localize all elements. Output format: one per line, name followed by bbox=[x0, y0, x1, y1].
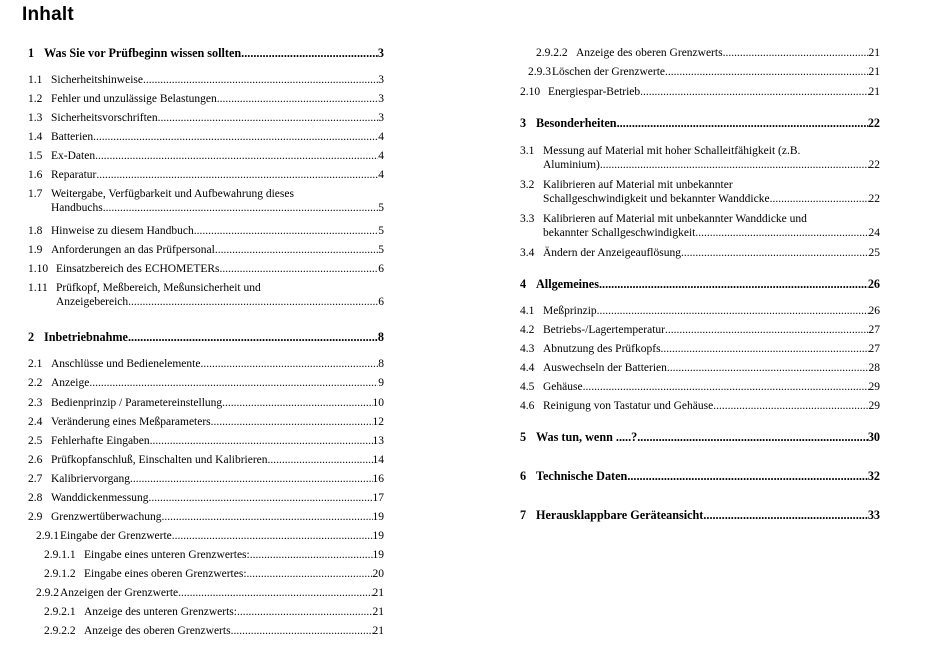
toc-entry-number: 4.2 bbox=[520, 324, 535, 336]
leader-dots bbox=[667, 361, 869, 375]
leader-dots bbox=[96, 168, 378, 182]
toc-entry[interactable] bbox=[520, 399, 880, 413]
toc-entry-number: 1.8 bbox=[28, 225, 43, 237]
toc-entry-number: 2.8 bbox=[28, 492, 43, 504]
toc-entry-page: 22 bbox=[867, 116, 880, 130]
toc-entry-page: 21 bbox=[868, 47, 880, 59]
toc-entry-number: 2.9.2 bbox=[36, 587, 59, 599]
leader-dots bbox=[220, 262, 379, 276]
toc-entry[interactable] bbox=[28, 281, 384, 309]
toc-entry-title-continued: Handbuchs bbox=[51, 202, 103, 214]
toc-entry-page: 29 bbox=[868, 381, 880, 393]
toc-entry-page: 32 bbox=[867, 469, 880, 483]
toc-entry-title: Betriebs-/Lagertemperatur bbox=[543, 324, 665, 336]
toc-entry[interactable] bbox=[28, 149, 384, 163]
leader-dots bbox=[158, 111, 379, 125]
toc-entry-title: Reinigung von Tastatur und Gehäuse bbox=[543, 400, 714, 412]
toc-entry-number: 2.9.2.2 bbox=[536, 47, 568, 59]
leader-dots bbox=[268, 453, 373, 467]
toc-entry[interactable] bbox=[520, 508, 880, 522]
toc-entry-number: 2.9.1 bbox=[36, 530, 59, 542]
leader-dots bbox=[93, 130, 378, 144]
toc-entry-page: 27 bbox=[868, 324, 880, 336]
toc-entry-number: 2.9.2.2 bbox=[44, 625, 76, 637]
toc-entry-number: 1.1 bbox=[28, 74, 43, 86]
toc-entry[interactable] bbox=[536, 46, 880, 60]
leader-dots bbox=[237, 605, 373, 619]
toc-entry[interactable] bbox=[44, 548, 384, 562]
toc-entry[interactable] bbox=[520, 361, 880, 375]
toc-entry-title: Sicherheitsvorschriften bbox=[51, 112, 158, 124]
leader-dots bbox=[178, 586, 372, 600]
toc-entry-number: 1.4 bbox=[28, 131, 43, 143]
toc-entry-title: Technische Daten bbox=[536, 469, 628, 483]
toc-entry-page: 5 bbox=[378, 225, 384, 237]
toc-entry-page: 4 bbox=[378, 169, 384, 181]
toc-entry-page: 21 bbox=[868, 66, 880, 78]
leader-dots bbox=[128, 330, 378, 344]
leader-dots bbox=[161, 510, 372, 524]
toc-entry[interactable] bbox=[28, 168, 384, 182]
toc-entry-number: 2.4 bbox=[28, 416, 43, 428]
leader-dots bbox=[211, 415, 373, 429]
toc-entry[interactable] bbox=[520, 116, 880, 130]
toc-entry-number: 1.2 bbox=[28, 93, 43, 105]
toc-entry[interactable] bbox=[28, 92, 384, 106]
toc-entry-page: 21 bbox=[372, 587, 384, 599]
toc-entry[interactable] bbox=[28, 357, 384, 371]
toc-entry[interactable] bbox=[28, 510, 384, 524]
toc-entry-title: Löschen der Grenzwerte bbox=[552, 66, 666, 78]
toc-entry-title-continued: bekannter Schallgeschwindigkeit bbox=[543, 227, 696, 239]
leader-dots bbox=[665, 323, 869, 337]
toc-entry-number: 1.10 bbox=[28, 263, 49, 275]
toc-entry-page: 10 bbox=[372, 397, 384, 409]
toc-entry-title: Kalibriervorgang bbox=[51, 473, 130, 485]
toc-entry-title: Grenzwertüberwachung bbox=[51, 511, 162, 523]
toc-entry-title: Abnutzung des Prüfkopfs bbox=[543, 343, 661, 355]
toc-entry[interactable] bbox=[28, 111, 384, 125]
toc-entry-title: Anzeige des unteren Grenzwerts: bbox=[84, 606, 237, 618]
toc-entry-page: 13 bbox=[372, 435, 384, 447]
toc-entry[interactable] bbox=[28, 187, 384, 215]
toc-entry[interactable] bbox=[28, 224, 384, 238]
toc-entry-title: Was Sie vor Prüfbeginn wissen sollten bbox=[44, 46, 242, 60]
leader-dots bbox=[695, 226, 868, 240]
toc-entry-title: Anzeige des oberen Grenzwerts bbox=[84, 625, 231, 637]
toc-entry-number: 2.6 bbox=[28, 454, 43, 466]
toc-entry[interactable] bbox=[44, 624, 384, 638]
leader-dots bbox=[130, 472, 373, 486]
leader-dots bbox=[617, 116, 868, 130]
toc-entry-page: 9 bbox=[378, 377, 384, 389]
toc-entry-number: 3 bbox=[520, 116, 527, 130]
page-title: Inhalt bbox=[22, 4, 74, 25]
leader-dots bbox=[681, 246, 869, 260]
toc-entry-number: 2 bbox=[28, 330, 35, 344]
toc-entry-title: Was tun, wenn .....? bbox=[536, 430, 638, 444]
toc-entry-page: 30 bbox=[867, 430, 880, 444]
toc-entry-page: 5 bbox=[378, 244, 384, 256]
toc-entry-title: Wanddickenmessung bbox=[51, 492, 149, 504]
leader-dots bbox=[703, 508, 867, 522]
toc-entry[interactable] bbox=[520, 342, 880, 356]
toc-entry-number: 3.4 bbox=[520, 247, 535, 259]
toc-entry-title: Gehäuse bbox=[543, 381, 583, 393]
leader-dots bbox=[723, 46, 869, 60]
leader-dots bbox=[247, 567, 373, 581]
leader-dots bbox=[103, 201, 379, 215]
toc-entry-number: 4.3 bbox=[520, 343, 535, 355]
toc-entry-page: 3 bbox=[378, 74, 384, 86]
toc-entry-number: 2.9.1.1 bbox=[44, 549, 76, 561]
toc-entry-title: Fehlerhafte Eingaben bbox=[51, 435, 150, 447]
toc-entry-title: Besonderheiten bbox=[536, 116, 617, 130]
toc-entry-page: 28 bbox=[868, 362, 880, 374]
toc-entry-title: Anforderungen an das Prüfpersonal bbox=[51, 244, 215, 256]
toc-entry-title: Sicherheitshinweise bbox=[51, 74, 143, 86]
toc-entry-page: 5 bbox=[378, 202, 384, 214]
toc-entry-page: 24 bbox=[868, 227, 880, 239]
toc-entry-number: 1.9 bbox=[28, 244, 43, 256]
leader-dots bbox=[665, 65, 868, 79]
leader-dots bbox=[583, 380, 869, 394]
toc-entry-number: 3.1 bbox=[520, 145, 535, 157]
toc-entry-page: 22 bbox=[868, 159, 880, 171]
toc-entry-page: 6 bbox=[378, 296, 384, 308]
toc-entry-page: 21 bbox=[372, 625, 384, 637]
toc-entry-page: 8 bbox=[377, 330, 384, 344]
toc-entry-page: 26 bbox=[867, 277, 880, 291]
toc-entry-title: Kalibrieren auf Material mit unbekannter bbox=[543, 179, 733, 191]
toc-entry-page: 6 bbox=[378, 263, 384, 275]
toc-entry-title: Fehler und unzulässige Belastungen bbox=[51, 93, 217, 105]
toc-entry-page: 33 bbox=[867, 508, 880, 522]
toc-entry-number: 2.3 bbox=[28, 397, 43, 409]
toc-entry-title: Anzeigen der Grenzwerte bbox=[60, 587, 179, 599]
toc-entry-page: 26 bbox=[868, 305, 880, 317]
leader-dots bbox=[143, 73, 378, 87]
toc-entry-number: 2.9 bbox=[28, 511, 43, 523]
toc-entry[interactable] bbox=[520, 323, 880, 337]
toc-entry[interactable] bbox=[28, 491, 384, 505]
toc-entry-title: Eingabe eines unteren Grenzwertes: bbox=[84, 549, 250, 561]
toc-entry-title: Prüfkopfanschluß, Einschalten und Kalibrieren bbox=[51, 454, 268, 466]
toc-entry-number: 2.9.3 bbox=[528, 66, 551, 78]
toc-entry-title: Ändern der Anzeigeauflösung bbox=[543, 247, 681, 259]
toc-entry-page: 8 bbox=[378, 358, 384, 370]
leader-dots bbox=[89, 376, 378, 390]
toc-entry-title: Reparatur bbox=[51, 169, 97, 181]
toc-entry[interactable] bbox=[28, 434, 384, 448]
toc-entry-title: Meßprinzip bbox=[543, 305, 597, 317]
toc-entry-page: 3 bbox=[378, 93, 384, 105]
toc-entry-number: 3.2 bbox=[520, 179, 535, 191]
toc-entry-page: 17 bbox=[372, 492, 384, 504]
toc-entry-number: 6 bbox=[520, 469, 527, 483]
toc-entry-title: Auswechseln der Batterien bbox=[543, 362, 667, 374]
toc-entry-number: 4.1 bbox=[520, 305, 535, 317]
toc-entry[interactable] bbox=[44, 605, 384, 619]
toc-entry-number: 2.9.2.1 bbox=[44, 606, 76, 618]
toc-entry-title-continued: Aluminium) bbox=[543, 159, 600, 171]
leader-dots bbox=[231, 624, 373, 638]
leader-dots bbox=[194, 224, 378, 238]
toc-entry-page: 4 bbox=[378, 131, 384, 143]
toc-entry-page: 19 bbox=[372, 511, 384, 523]
toc-entry[interactable] bbox=[44, 567, 384, 581]
toc-entry-number: 2.5 bbox=[28, 435, 43, 447]
toc-entry-page: 19 bbox=[372, 549, 384, 561]
leader-dots bbox=[215, 243, 378, 257]
toc-entry-title: Hinweise zu diesem Handbuch bbox=[51, 225, 194, 237]
toc-entry[interactable] bbox=[520, 85, 880, 99]
toc-entry[interactable] bbox=[28, 46, 384, 60]
toc-entry-page: 4 bbox=[378, 150, 384, 162]
leader-dots bbox=[713, 399, 868, 413]
leader-dots bbox=[95, 149, 378, 163]
toc-entry-page: 19 bbox=[372, 530, 384, 542]
toc-entry-number: 4.6 bbox=[520, 400, 535, 412]
toc-entry-number: 2.2 bbox=[28, 377, 43, 389]
toc-entry[interactable] bbox=[28, 73, 384, 87]
toc-entry-number: 2.7 bbox=[28, 473, 43, 485]
toc-entry-page: 3 bbox=[378, 112, 384, 124]
toc-entry[interactable] bbox=[520, 380, 880, 394]
toc-entry-page: 14 bbox=[372, 454, 384, 466]
toc-entry-page: 27 bbox=[868, 343, 880, 355]
leader-dots bbox=[217, 92, 378, 106]
toc-entry[interactable] bbox=[28, 396, 384, 410]
toc-entry[interactable] bbox=[28, 415, 384, 429]
toc-entry-title: Kalibrieren auf Material mit unbekannter Wanddicke und bbox=[543, 213, 807, 225]
leader-dots bbox=[241, 46, 378, 60]
leader-dots bbox=[222, 396, 372, 410]
toc-entry[interactable] bbox=[520, 304, 880, 318]
toc-entry-title: Anzeige bbox=[51, 377, 90, 389]
toc-entry-title: Eingabe der Grenzwerte bbox=[60, 530, 172, 542]
toc-entry[interactable] bbox=[520, 277, 880, 291]
toc-entry-title: Ex-Daten bbox=[51, 150, 96, 162]
toc-entry[interactable] bbox=[520, 430, 880, 444]
toc-entry-title: Batterien bbox=[51, 131, 94, 143]
leader-dots bbox=[597, 304, 869, 318]
toc-entry-page: 25 bbox=[868, 247, 880, 259]
toc-entry-page: 3 bbox=[377, 46, 384, 60]
toc-entry-number: 7 bbox=[520, 508, 527, 522]
toc-entry-title: Einsatzbereich des ECHOMETERs bbox=[56, 263, 220, 275]
toc-entry-title: Prüfkopf, Meßbereich, Meßunsicherheit und bbox=[56, 282, 261, 294]
toc-entry[interactable] bbox=[520, 212, 880, 240]
leader-dots bbox=[200, 357, 378, 371]
leader-dots bbox=[770, 192, 869, 206]
toc-entry-title: Anzeige des oberen Grenzwerts bbox=[576, 47, 723, 59]
leader-dots bbox=[148, 491, 372, 505]
toc-entry-title-continued: Anzeigebereich bbox=[56, 296, 129, 308]
toc-entry-title: Anschlüsse und Bedienelemente bbox=[51, 358, 201, 370]
toc-entry[interactable] bbox=[28, 376, 384, 390]
toc-entry[interactable] bbox=[36, 529, 384, 543]
toc-entry-page: 20 bbox=[372, 568, 384, 580]
toc-entry-number: 4.5 bbox=[520, 381, 535, 393]
toc-entry-title: Veränderung eines Meßparameters bbox=[51, 416, 211, 428]
leader-dots bbox=[640, 85, 868, 99]
toc-entry-number: 2.1 bbox=[28, 358, 43, 370]
toc-entry[interactable] bbox=[28, 453, 384, 467]
toc-entry-number: 1.6 bbox=[28, 169, 43, 181]
toc-entry-page: 29 bbox=[868, 400, 880, 412]
toc-entry-page: 21 bbox=[868, 86, 880, 98]
toc-entry-page: 12 bbox=[372, 416, 384, 428]
toc-entry-number: 2.9.1.2 bbox=[44, 568, 76, 580]
toc-entry-title: Eingabe eines oberen Grenzwertes: bbox=[84, 568, 247, 580]
toc-entry-number: 1.7 bbox=[28, 188, 43, 200]
toc-entry[interactable] bbox=[520, 246, 880, 260]
toc-entry[interactable] bbox=[520, 178, 880, 206]
leader-dots bbox=[250, 548, 373, 562]
toc-entry-title: Messung auf Material mit hoher Schalleitfähigkeit (z.B. bbox=[543, 145, 801, 157]
leader-dots bbox=[637, 430, 868, 444]
toc-entry-title: Energiespar-Betrieb bbox=[548, 86, 641, 98]
toc-entry[interactable] bbox=[28, 472, 384, 486]
toc-entry-number: 5 bbox=[520, 430, 527, 444]
toc-entry-title: Herausklappbare Geräteansicht bbox=[536, 508, 704, 522]
toc-entry[interactable] bbox=[28, 330, 384, 344]
toc-entry[interactable] bbox=[28, 262, 384, 276]
toc-entry-number: 1 bbox=[28, 46, 35, 60]
leader-dots bbox=[599, 277, 868, 291]
toc-entry-page: 21 bbox=[372, 606, 384, 618]
leader-dots bbox=[627, 469, 868, 483]
toc-entry-title: Weitergabe, Verfügbarkeit und Aufbewahrung dieses bbox=[51, 188, 294, 200]
toc-entry-title-continued: Schallgeschwindigkeit und bekannter Wanddicke bbox=[543, 193, 770, 205]
toc-entry[interactable] bbox=[28, 243, 384, 257]
toc-entry-title: Bedienprinzip / Parametereinstellung bbox=[51, 397, 223, 409]
toc-entry-page: 16 bbox=[372, 473, 384, 485]
toc-entry-number: 2.10 bbox=[520, 86, 541, 98]
leader-dots bbox=[600, 158, 869, 172]
toc-entry[interactable] bbox=[528, 65, 880, 79]
toc-entry[interactable] bbox=[28, 130, 384, 144]
toc-entry-title: Allgemeines bbox=[536, 277, 599, 291]
toc-entry-title: Inbetriebnahme bbox=[44, 330, 128, 344]
toc-entry[interactable] bbox=[36, 586, 384, 600]
toc-entry-number: 1.5 bbox=[28, 150, 43, 162]
toc-entry-page: 22 bbox=[868, 193, 880, 205]
toc-entry-number: 4.4 bbox=[520, 362, 535, 374]
leader-dots bbox=[661, 342, 869, 356]
toc-entry[interactable] bbox=[520, 144, 880, 172]
leader-dots bbox=[128, 295, 378, 309]
leader-dots bbox=[150, 434, 373, 448]
toc-entry[interactable] bbox=[520, 469, 880, 483]
leader-dots bbox=[172, 529, 373, 543]
toc-entry-number: 1.3 bbox=[28, 112, 43, 124]
toc-entry-number: 3.3 bbox=[520, 213, 535, 225]
toc-entry-number: 4 bbox=[520, 277, 527, 291]
toc-entry-number: 1.11 bbox=[28, 282, 48, 294]
